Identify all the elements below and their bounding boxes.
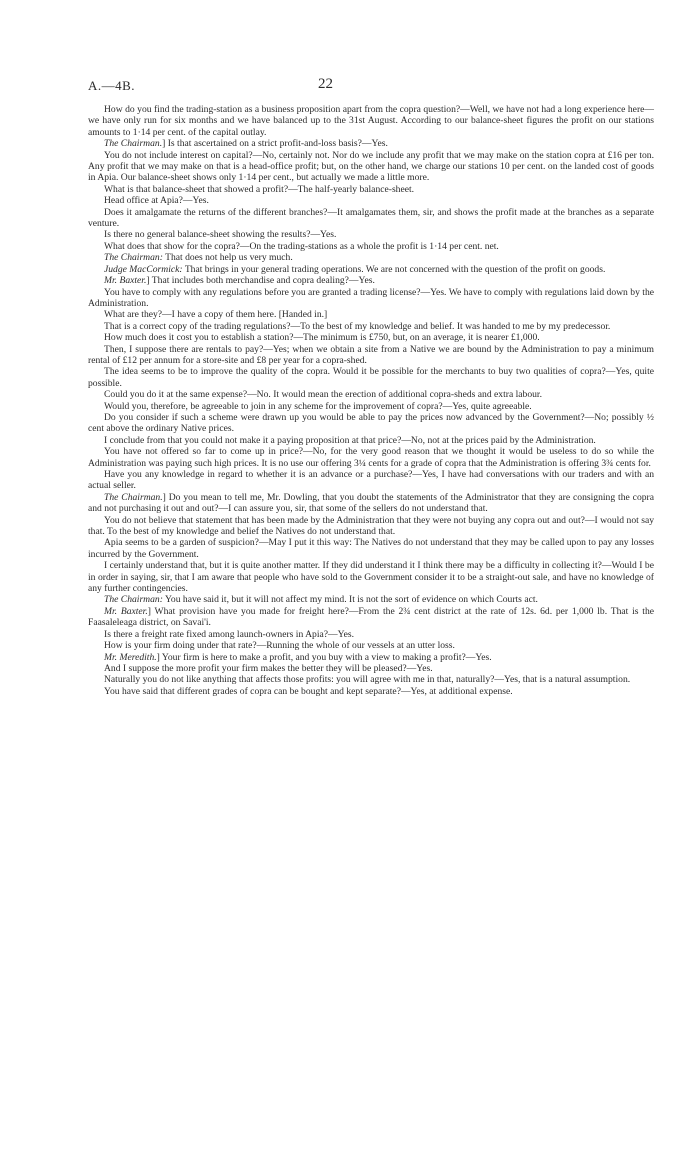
page-header [88, 78, 648, 98]
paragraph [88, 560, 654, 594]
speaker-name: The Chairman. [104, 491, 163, 503]
paragraph [88, 469, 654, 492]
paragraph [88, 104, 654, 138]
paragraph [88, 264, 654, 275]
paragraph-text: ] Do you mean to tell me, Mr. Dowling, that you doubt the statements of the Administrator that they are consigning the copra and not purchasing it out and out?—I can assure you, sir, that some of the sellers do not understand that. [88, 491, 654, 515]
paragraph-text: Is there no general balance-sheet showing the results?—Yes. [104, 229, 337, 241]
paragraph-text: Do you consider if such a scheme were drawn up you would be able to pay the prices now advanced by the Government?—No; possibly ½ cent above the ordinary Native prices. [88, 411, 654, 435]
paragraph-text: Is there a freight rate fixed among launch-owners in Apia?—Yes. [104, 628, 354, 640]
speaker-name: Judge MacCormick: [104, 263, 183, 275]
paragraph-text: I conclude from that you could not make it a paying proposition at that price?—No, not at the prices paid by the Administration. [104, 434, 596, 446]
paragraph-text: How do you find the trading-station as a business proposition apart from the copra question?—Well, we have not had a long experience here—we have only run for six months and we have balanced up to the 31st August. According to our balance-sheet figures the profit on our stations amounts to 1·14 per cent. of the capital outlay. [88, 104, 654, 138]
paragraph [88, 492, 654, 515]
paragraph-text: You do not believe that statement that has been made by the Administration that they were not buying any copra out and out?—I would not say that. To the best of my knowledge and belief the Natives do not understand that. [88, 514, 654, 538]
speaker-name: Mr. Baxter. [104, 605, 148, 617]
paragraph [88, 640, 654, 651]
paragraph-text: I certainly understand that, but it is quite another matter. If they did understand it I think there may be a difficulty in collecting it?—Would I be in order in saying, sir, that I am aware that people who have sold to the Government consider it to be a straight-out sale, and have no knowledge of any further contingencies. [88, 560, 654, 595]
paragraph [88, 309, 654, 320]
paragraph [88, 674, 654, 685]
paragraph-text: The idea seems to be to improve the quality of the copra. Would it be possible for the merchants to buy two qualities of copra?—Yes, quite possible. [88, 366, 654, 389]
paragraph [88, 401, 654, 412]
paragraph-text: ] Your firm is here to make a profit, and you buy with a view to making a profit?—Yes. [156, 651, 492, 663]
paragraph [88, 629, 654, 640]
paragraph [88, 594, 654, 605]
paragraph-text: ] What provision have you made for freight here?—From the 2¾ cent district at the rate of 12s. 6d. per 1,000 lb. That is the Faasaleleaga district, on Savai'i. [88, 605, 654, 629]
speaker-name: The Chairman. [104, 138, 163, 150]
paragraph-text: Naturally you do not like anything that affects those profits: you will agree with me in that, naturally?—Yes, that is a natural assumption. [104, 674, 631, 686]
paragraph [88, 229, 654, 240]
paragraph [88, 344, 654, 367]
paragraph [88, 663, 654, 674]
speaker-name: Mr. Baxter. [104, 275, 147, 287]
paragraph [88, 686, 654, 697]
paragraph-text: How is your firm doing under that rate?—Running the whole of our vessels at an utter loss. [104, 640, 455, 652]
paragraph [88, 321, 654, 332]
paragraph [88, 389, 654, 400]
paragraph [88, 515, 654, 538]
paragraph-text: ] That includes both merchandise and copra dealing?—Yes. [146, 275, 375, 287]
paragraph [88, 435, 654, 446]
paragraph-text: You do not include interest on capital?—No, certainly not. Nor do we include any profit that we may make on the station copra at £16 per ton. Any profit that we may make on that is a head-office profit; but, on the other hand, we charge our stations 10 per cent. on the landed cost of goods in Apia. Our balance-sheet shows only 1·14 per cent., but actually we made a little more. [88, 149, 654, 184]
paragraph-text: How much does it cost you to establish a station?—The minimum is £750, but, on an average, it is nearer £1,000. [104, 332, 540, 344]
speaker-name: The Chairman: [104, 594, 163, 606]
paragraph [88, 332, 654, 343]
paragraph [88, 207, 654, 230]
paragraph [88, 195, 654, 206]
paragraph [88, 606, 654, 629]
paragraph [88, 138, 654, 149]
document-reference: A.—4B. [88, 78, 136, 93]
paragraph [88, 412, 654, 435]
paragraph-text: Then, I suppose there are rentals to pay?—Yes; when we obtain a site from a Native we are bound by the Administration to pay a minimum rental of £12 per annum for a store-site and £8 per year for a copra-shed. [88, 343, 654, 366]
page-number: 22 [318, 76, 333, 92]
paragraph-text: What does that show for the copra?—On the trading-stations as a whole the profit is 1·14 per cent. net. [104, 240, 499, 252]
paragraph [88, 150, 654, 184]
document-body [88, 104, 654, 697]
paragraph-text: Does it amalgamate the returns of the different branches?—It amalgamates them, sir, and shows the profit made at the branches as a separate venture. [88, 206, 654, 230]
paragraph [88, 252, 654, 263]
paragraph-text: You have to comply with any regulations before you are granted a trading license?—Yes. We have to comply with regulations laid down by the Administration. [88, 286, 654, 309]
paragraph [88, 537, 654, 560]
paragraph-text: And I suppose the more profit your firm makes the better they will be pleased?—Yes. [104, 662, 433, 674]
speaker-name: The Chairman: [104, 252, 163, 264]
paragraph [88, 241, 654, 252]
paragraph-text: That does not help us very much. [162, 252, 293, 264]
paragraph-text: That brings in your general trading operations. We are not concerned with the question of the profit on goods. [182, 263, 606, 275]
paragraph-text: You have said it, but it will not affect my mind. It is not the sort of evidence on which Courts act. [162, 594, 538, 606]
paragraph-text: Could you do it at the same expense?—No. It would mean the erection of additional copra-sheds and extra labour. [104, 389, 542, 401]
paragraph-text: ] Is that ascertained on a strict profit-and-loss basis?—Yes. [162, 138, 388, 150]
paragraph-text: You have not offered so far to come up in price?—No, for the very good reason that we thought it would be useless to do so while the Administration was paying such high prices. It is no use our offering 3¼ cents for a grade of copra that the Administration is offering 3¾ cents for. [88, 446, 654, 469]
paragraph-text: What are they?—I have a copy of them here. [Handed in.] [104, 309, 328, 321]
speaker-name: Mr. Meredith. [104, 651, 157, 663]
paragraph [88, 652, 654, 663]
paragraph-text: Have you any knowledge in regard to whether it is an advance or a purchase?—Yes, I have had conversations with our traders and with an actual seller. [88, 469, 654, 492]
paragraph-text: Head office at Apia?—Yes. [104, 195, 209, 207]
paragraph [88, 275, 654, 286]
paragraph [88, 446, 654, 469]
paragraph [88, 366, 654, 389]
paragraph [88, 287, 654, 310]
paragraph [88, 184, 654, 195]
paragraph-text: You have said that different grades of copra can be bought and kept separate?—Yes, at additional expense. [104, 685, 513, 697]
paragraph-text: What is that balance-sheet that showed a profit?—The half-yearly balance-sheet. [104, 183, 415, 195]
paragraph-text: Apia seems to be a garden of suspicion?—May I put it this way: The Natives do not understand that they may be called upon to pay any losses incurred by the Government. [88, 537, 654, 560]
paragraph-text: Would you, therefore, be agreeable to join in any scheme for the improvement of copra?—Yes, quite agreeable. [104, 400, 532, 412]
paragraph-text: That is a correct copy of the trading regulations?—To the best of my knowledge and belief. It was handed to me by my predecessor. [104, 320, 611, 332]
